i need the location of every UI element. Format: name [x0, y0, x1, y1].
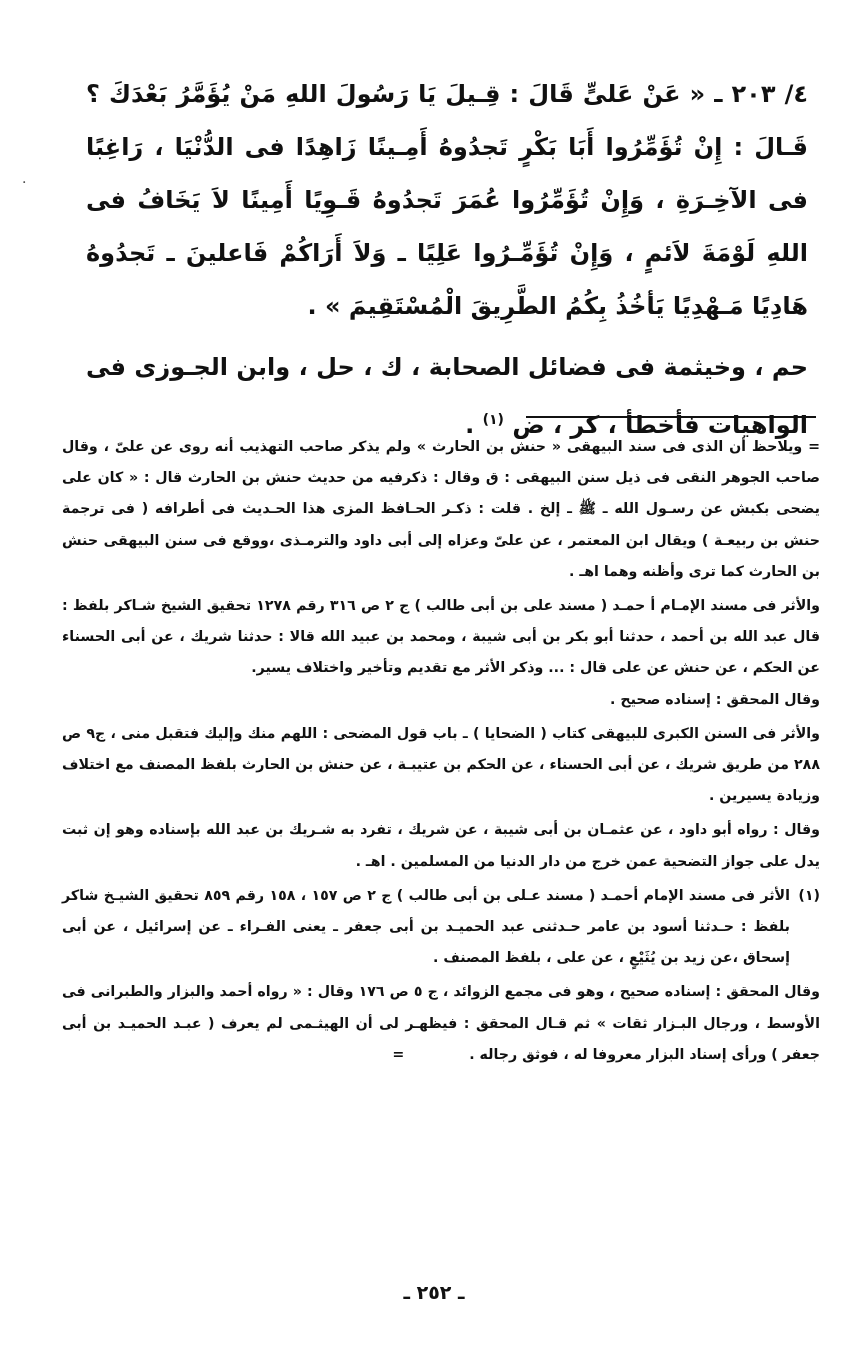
footnote-separator [526, 416, 816, 418]
footnote-1-continued: وقال المحقق : إسناده صحيح ، وهو فى مجمع الزوائد ، ج ٥ ص ١٧٦ وقال : « رواه أحمد والبزار والطبرانى فى الأوسط ، ورجال البـزار ثقات » ثم قـال المحقق : فيظهـر لى أن الهيثـمى لم يعرف ( عبـد الحميـد بن أبى جعفر ) ورأى إسناد البزار معروفا له ، فوثق رجاله . [62, 984, 820, 1063]
footnote-1-text: الأثر فى مسند الإمام أحمـد ( مسند عـلى بن أبى طالب ) ج ٢ ص ١٥٧ ، ١٥٨ رقم ٨٥٩ تحقيق الشيـخ شاكر بلفظ : حـدثنا أسود بن عامر حـدثنى عبد الحميـد بن أبى جعفر ـ يعنى الفـراء ـ عن إسرائيل ، عن أبى إسحاق ،عن زيد بن يُثَيْعٍ ، عن على ، بلفظ المصنف . [62, 887, 790, 967]
continuation-mark: = [392, 1046, 405, 1063]
footnote-1 [62, 881, 820, 975]
footnote-number: (١) [798, 887, 820, 904]
footnote-paragraph: وقال المحقق : إسناده صحيح . [610, 691, 820, 708]
page-number: ـ ٢٥٢ ـ [403, 1282, 465, 1304]
hadith-text: ٤/ ٢٠٣ ـ « عَنْ عَلىٍّ قَالَ : قِـيلَ يَا رَسُولَ اللهِ مَنْ يُؤَمَّرُ بَعْدَكَ ؟ قَـالَ : إِنْ تُؤَمِّرُوا أَبَا بَكْرٍ تَجدُوهُ أَمِـينًا زَاهِدًا فى الدُّنْيَا ، رَاغِبًا فى الآخِـرَةِ ، وَإِنْ تُؤَمِّرُوا عُمَرَ تَجدُوهُ قَـوِيًا أَمِينًا لاَ يَخَافُ فى اللهِ لَوْمَةَ لاَئمٍ ، وَإِنْ تُؤَمِّـرُوا عَلِيًا ـ وَلاَ أَرَاكُمْ فَاعلينَ ـ تَجدُوهُ هَادِيًا مَـهْدِيًا يَأخُذُ بِكُمُ الطَّرِيقَ الْمُسْتَقِيمَ » . [86, 80, 808, 320]
scan-dot: · [22, 175, 27, 191]
sources-text: حم ، وخيثمة فى فضائل الصحابة ، ك ، حل ، وابن الجـوزى فى الواهيات فأخطأ ، كر ، ض [86, 353, 808, 439]
footnote-paragraph: وقال : رواه أبو داود ، عن عثمـان بن أبى شيبة ، عن شريك ، تفرد به شـريك بن عبد الله بإسناده وهو إن ثبت يدل على جواز التضحية عمن خرج من دار الدنيا من المسلمين . اهـ . [62, 822, 820, 870]
footnote-continuation: = ويلاحظ أن الذى فى سند البيهقى « حنش بن الحارث » ولم يذكر صاحب التهذيب أنه روى عن علىّ ، وقال صاحب الجوهر النقى فى ذيل سنن البيهقى : ق وقال : ذكرفيه من حديث حنش بن الحارث قال : « كان على يضحى بكبش عن رسـول الله ـ ﷺ ـ إلخ . قلت : ذكـر الحـافظ المزى هذا الحـديث فى أطرافه ( فى ترجمة حنش بن ربيعـة ) ويقال ابن المعتمر ، عن علىّ وعزاه إلى أبى داود والترمـذى ،ووقع فى سنن البيهقى حنش بن الحارث كما ترى وأظنه وهما اهـ . [62, 439, 820, 580]
footnote-ref: (١) [482, 412, 504, 428]
footnote-paragraph: والأثر فى مسند الإمـام أ حمـد ( مسند على بن أبى طالب ) ج ٢ ص ٣١٦ رقم ١٢٧٨ تحقيق الشيخ شـاكر بلفظ : قال عبد الله بن أحمد ، حدثنا أبو بكر بن أبى شيبة ، ومحمد بن عبيد الله قالا : حدثنا شريك ، عن أبى الحسناء عن الحكم ، عن حنش عن على قال : ... وذكر الأثر مع تقديم وتأخير واختلاف يسير. [62, 598, 820, 677]
footnotes [62, 432, 820, 1071]
sources-end: . [465, 411, 475, 439]
main-text [86, 68, 808, 452]
footnote-paragraph [62, 977, 820, 1071]
footnote-paragraph: والأثر فى السنن الكبرى للبيهقى كتاب ( الضحايا ) ـ باب قول المضحى : اللهم منك وإليك فتقبل منى ، ج٩ ص ٢٨٨ من طريق شريك ، عن أبى الحسناء ، عن الحكم بن عتيبـة ، عن حنش بن الحارث بلفظ المصنف مع اختلاف وزيادة يسيرين . [62, 725, 820, 805]
